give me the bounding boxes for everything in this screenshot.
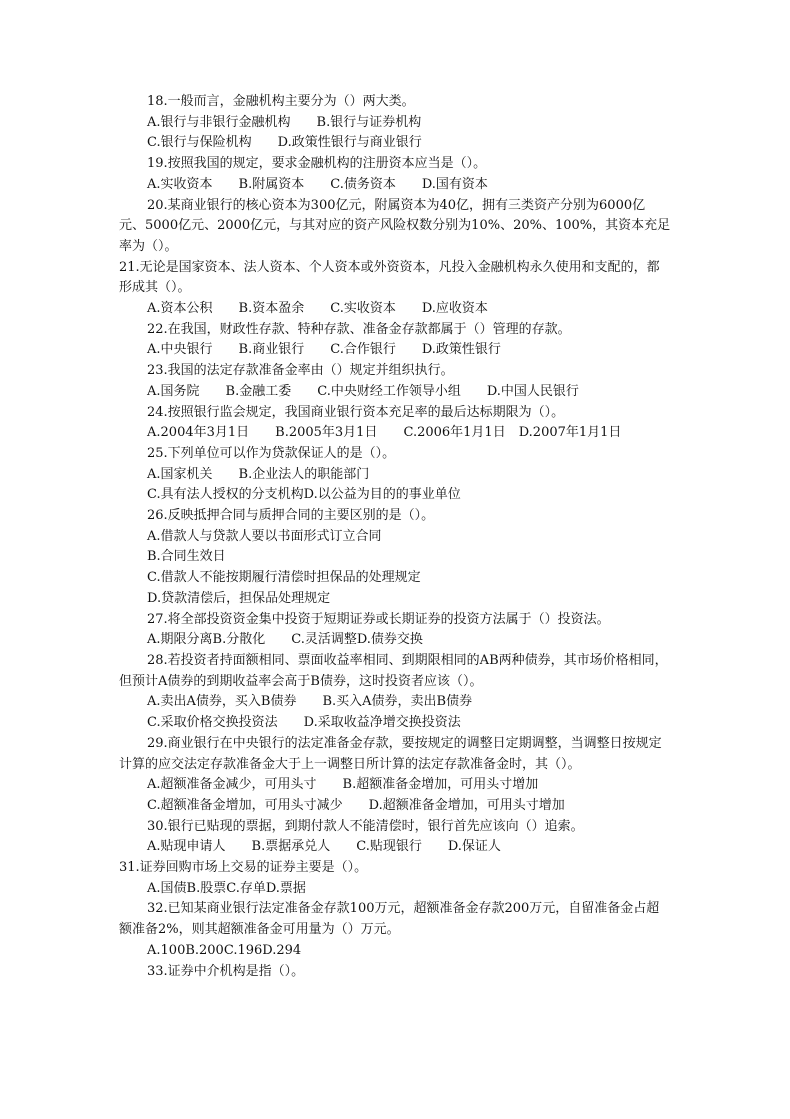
question-25-options-cd: C.具有法人授权的分支机构D.以公益为目的的事业单位 — [147, 487, 461, 503]
document-page — [119, 92, 671, 982]
question-26-option-c: C.借款人不能按期履行清偿时担保品的处理规定 — [147, 570, 421, 586]
question-31-options: A.国债B.股票C.存单D.票据 — [147, 880, 306, 896]
question-33-stem: 33.证券中介机构是指（）。 — [147, 963, 305, 979]
question-26-option-d: D.贷款清偿后，担保品处理规定 — [147, 590, 331, 606]
question-20-stem: 20.某商业银行的核心资本为300亿元，附属资本为40亿，拥有三类资产分别为6000亿元、5000亿元、2000亿元，与其对应的资产风险权数分别为10%、20%、100%，其资本充足率为（）。 — [119, 197, 671, 254]
question-28-stem: 28.若投资者持面额相同、票面收益率相同、到期限相同的AB两种债券，其市场价格相同，但预计A债券的到期收益率会高于B债券，这时投资者应该（）。 — [119, 652, 668, 689]
question-19-stem: 19.按照我国的规定，要求金融机构的注册资本应当是（）。 — [147, 156, 487, 172]
question-24-stem: 24.按照银行监会规定，我国商业银行资本充足率的最后达标期限为（）。 — [147, 404, 565, 420]
question-19-options: A.实收资本 B.附属资本 C.债务资本 D.国有资本 — [147, 176, 488, 192]
question-22-options: A.中央银行 B.商业银行 C.合作银行 D.政策性银行 — [147, 342, 501, 358]
question-24-options: A.2004年3月1日 B.2005年3月1日 C.2006年1月1日 D.2007年1月1日 — [147, 425, 622, 441]
question-23-stem: 23.我国的法定存款准备金率由（）规定并组织执行。 — [147, 363, 454, 379]
question-32-options: A.100B.200C.196D.294 — [147, 942, 302, 958]
question-28-options-ab: A.卖出A债券，买入B债券 B.买入A债券，卖出B债券 — [147, 694, 473, 710]
question-27-options: A.期限分离B.分散化 C.灵活调整D.债券交换 — [147, 632, 423, 648]
question-18-options-ab: A.银行与非银行金融机构 B.银行与证券机构 — [147, 114, 422, 130]
question-18-options-cd: C.银行与保险机构 D.政策性银行与商业银行 — [147, 135, 422, 151]
question-21-options: A.资本公积 B.资本盈余 C.实收资本 D.应收资本 — [147, 301, 488, 317]
question-28-options-cd: C.采取价格交换投资法 D.采取收益净增交换投资法 — [147, 715, 461, 731]
question-25-stem: 25.下列单位可以作为贷款保证人的是（）。 — [147, 445, 396, 461]
question-32-stem: 32.已知某商业银行法定准备金存款100万元，超额准备金存款200万元，自留准备金占超额准备2%，则其超额准备金可用量为（）万元。 — [119, 901, 660, 938]
question-26-option-b: B.合同生效日 — [147, 549, 226, 565]
question-29-stem: 29.商业银行在中央银行的法定准备金存款，要按规定的调整日定期调整，当调整日按规定计算的应交法定存款准备金大于上一调整日所计算的法定存款准备金时，其（）。 — [119, 735, 662, 772]
question-29-options-cd: C.超额准备金增加，可用头寸减少 D.超额准备金增加，可用头寸增加 — [147, 797, 565, 813]
question-23-options: A.国务院 B.金融工委 C.中央财经工作领导小组 D.中国人民银行 — [147, 383, 579, 399]
question-29-options-ab: A.超额准备金减少，可用头寸 B.超额准备金增加，可用头寸增加 — [147, 777, 539, 793]
question-25-options-ab: A.国家机关 B.企业法人的职能部门 — [147, 466, 370, 482]
question-18-stem: 18.一般而言，金融机构主要分为（）两大类。 — [147, 94, 415, 109]
question-27-stem: 27.将全部投资资金集中投资于短期证券或长期证券的投资方法属于（）投资法。 — [147, 611, 610, 627]
question-30-options: A.贴现申请人 B.票据承兑人 C.贴现银行 D.保证人 — [147, 839, 501, 855]
question-26-stem: 26.反映抵押合同与质押合同的主要区别的是（）。 — [147, 508, 435, 524]
question-31-stem: 31.证券回购市场上交易的证券主要是（）。 — [119, 860, 368, 876]
question-21-stem: 21.无论是国家资本、法人资本、个人资本或外资资本，凡投入金融机构永久使用和支配的，都形成其（）。 — [119, 259, 660, 296]
question-22-stem: 22.在我国，财政性存款、特种存款、准备金存款都属于（）管理的存款。 — [147, 321, 571, 337]
question-30-stem: 30.银行已贴现的票据，到期付款人不能清偿时，银行首先应该向（）追索。 — [147, 818, 584, 834]
question-26-option-a: A.借款人与贷款人要以书面形式订立合同 — [147, 528, 382, 544]
